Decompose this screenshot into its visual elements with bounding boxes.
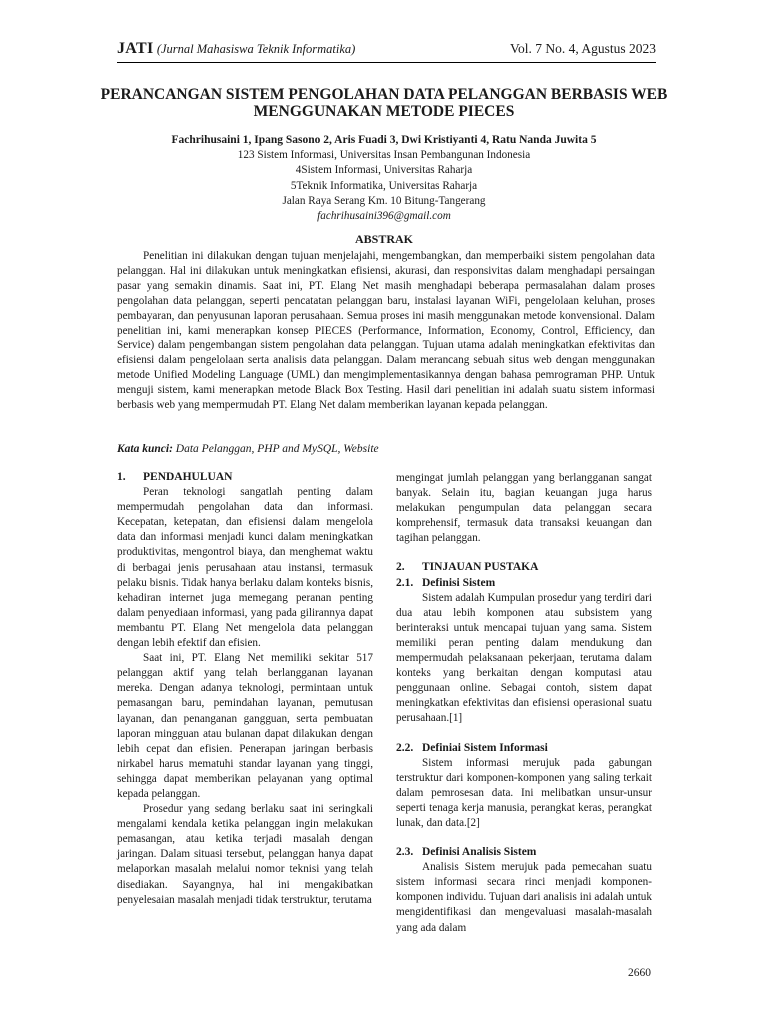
right-column <box>396 471 652 936</box>
page-header <box>117 40 656 63</box>
subsection-title: Definisi Analisis Sistem <box>422 846 537 859</box>
paragraph: Peran teknologi sangatlah penting dalam mempermudah pengolahan data dan informasi. Kecepatan, ketepatan, dan efisiensi dalam mengelola data dan informasi menjadi kunci dalam meningkatkan produktivitas, mengontrol biaya, dan menghemat waktu di berbagai jenis perusahaan atau instansi, termasuk pelaku bisnis. Tidak hanya berlaku dalam konteks bisnis, kehadiran internet juga memegang peranan penting dalam penyediaan informasi, yang pada gilirannya dapat membantu PT. Elang Net mengelola data pelanggan dengan lebih efektif dan efisien. <box>117 486 373 650</box>
subsection-heading <box>396 845 652 860</box>
affiliation-3: 5Teknik Informatika, Universitas Raharja <box>290 179 478 192</box>
paper-title: PERANCANGAN SISTEM PENGOLAHAN DATA PELANGGAN BERBASIS WEB MENGGUNAKAN METODE PIECES <box>100 86 668 120</box>
affiliation-2: 4Sistem Informasi, Universitas Raharja <box>295 164 473 177</box>
author-block <box>90 133 678 224</box>
subsection-title: Definisi Sistem <box>422 576 496 589</box>
affiliation-1: 123 Sistem Informasi, Universitas Insan Pembangunan Indonesia <box>237 149 531 162</box>
paragraph: Prosedur yang sedang berlaku saat ini seringkali mengalami kendala ketika pelanggan ingin melakukan pemasangan, atau ketika terjadi masalah dengan jaringan. Dalam situasi tersebut, pelanggan hanya dapat melaporkan masalah melalui nomor teknisi yang telah disediakan. Sayangnya, hal ini mengakibatkan penyelesaian masalah menjadi tidak terstruktur, terutama <box>117 803 373 906</box>
journal-issue: Vol. 7 No. 4, Agustus 2023 <box>509 41 656 56</box>
journal-full: (Jurnal Mahasiswa Teknik Informatika) <box>156 42 356 56</box>
section-number: 1. <box>117 471 126 483</box>
paragraph: mengingat jumlah pelanggan yang berlangganan sangat banyak. Selain itu, bagian keuangan juga harus melakukan pengumpulan data pelanggan secara komprehensif, termasuk data transaksi keuangan dan tagihan pelanggan. <box>396 472 652 545</box>
subsection-number: 2.2. <box>396 741 414 754</box>
section-heading <box>396 560 652 575</box>
paragraph: Saat ini, PT. Elang Net memiliki sekitar 517 pelanggan aktif yang telah berlangganan layanan mereka. Dengan adanya teknologi, permintaan untuk pemasangan baru, pemindahan layanan, pemutusan layanan, dan penanganan gangguan, serta pembuatan laporan mingguan atau bulanan dapat dilakukan dengan lebih cepat dan efisien. Penerapan jaringan berbasis nirkabel harus mematuhi standar layanan yang tinggi, sehingga dapat memberikan pelayanan yang optimal kepada pelanggan. <box>117 652 373 800</box>
subsection-heading <box>396 741 652 756</box>
address: Jalan Raya Serang Km. 10 Bitung-Tangerang <box>282 194 486 207</box>
section-title: PENDAHULUAN <box>143 471 233 483</box>
author-names: Fachrihusaini 1, Ipang Sasono 2, Aris Fuadi 3, Dwi Kristiyanti 4, Ratu Nanda Juwita 5 <box>171 134 597 146</box>
subsection-number: 2.1. <box>396 576 414 589</box>
email: fachrihusaini396@gmail.com <box>317 210 451 223</box>
paragraph: Sistem adalah Kumpulan prosedur yang terdiri dari dua atau lebih komponen atau subsistem yang berinteraksi untuk mencapai tujuan yang sama. Sistem memiliki peran penting dalam mendukung dan mempermudah pelaksanaan pekerjaan, terutama dalam konteks yang berkaitan dengan komputasi atau penggunaan online. Sebagai contoh, sistem dapat meningkatkan efektivitas dan efisiensi operasional suatu perusahaan.[1] <box>396 591 652 725</box>
section-heading <box>117 470 373 485</box>
subsection-title: Definiai Sistem Informasi <box>422 741 548 754</box>
paragraph: Sistem informasi merujuk pada gabungan terstruktur dari komponen-komponen yang saling terkait dalam pemrosesan data. Ini melibatkan unsur-unsur seperti tenaga kerja manusia, perangkat keras, perangkat lunak, dan data.[2] <box>396 756 652 829</box>
keywords <box>117 443 655 455</box>
page-number: 2660 <box>628 967 651 979</box>
section-number: 2. <box>396 561 405 574</box>
journal-name <box>117 40 355 58</box>
abstract-heading: ABSTRAK <box>354 232 413 246</box>
journal-short: JATI <box>117 40 154 57</box>
subsection-heading <box>396 576 652 591</box>
abstract-text: Penelitian ini dilakukan dengan tujuan menjelajahi, mengembangkan, dan memperbaiki sistem pengolahan data pelanggan. Hal ini dilakukan untuk meningkatkan efisiensi, akurasi, dan responsivitas dalam menghadapi persaingan pasar yang semakin dinamis. Saat ini, PT. Elang Net masih menghadapi beberapa permasalahan dalam proses pengolahan data pelanggan, seperti pencatatan pelanggan baru, instalasi layanan WiFi, pengelolaan keluhan, proses pembayaran, dan penyusunan laporan perusahaan. Semua proses ini masih menggunakan metode konvensional. Dalam penelitian ini, kami menerapkan konsep PIECES (Performance, Information, Economy, Control, Efficiency, dan Service) dalam pengembangan sistem pengolahan data pelanggan. Tujuan utama adalah meningkatkan efektivitas dan efisiensi dalam pengelolaan serta analisis data pelanggan. Dalam merancang sebuah situs web dengan menggunakan metode Unified Modeling Language (UML) dan mengimplementasikannya dengan bahasa pemrograman PHP. Untuk menguji sistem, kami menerapkan metode Black Box Testing. Hasil dari penelitian ini adalah suatu sistem informasi berbasis web yang mempermudah PT. Elang Net dalam memberikan layanan kepada pelanggan. <box>117 250 655 412</box>
left-column <box>117 470 373 908</box>
section-title: TINJAUAN PUSTAKA <box>422 561 539 574</box>
paragraph: Analisis Sistem merujuk pada pemecahan suatu sistem informasi secara rinci menjadi komponen-komponen individu. Tujuan dari analisis ini adalah untuk mengidentifikasi dan mengevaluasi masalah-masalah yang ada dalam <box>396 861 652 934</box>
keywords-value: Data Pelanggan, PHP and MySQL, Website <box>175 443 379 455</box>
keywords-label: Kata kunci: <box>117 443 173 455</box>
subsection-number: 2.3. <box>396 846 414 859</box>
